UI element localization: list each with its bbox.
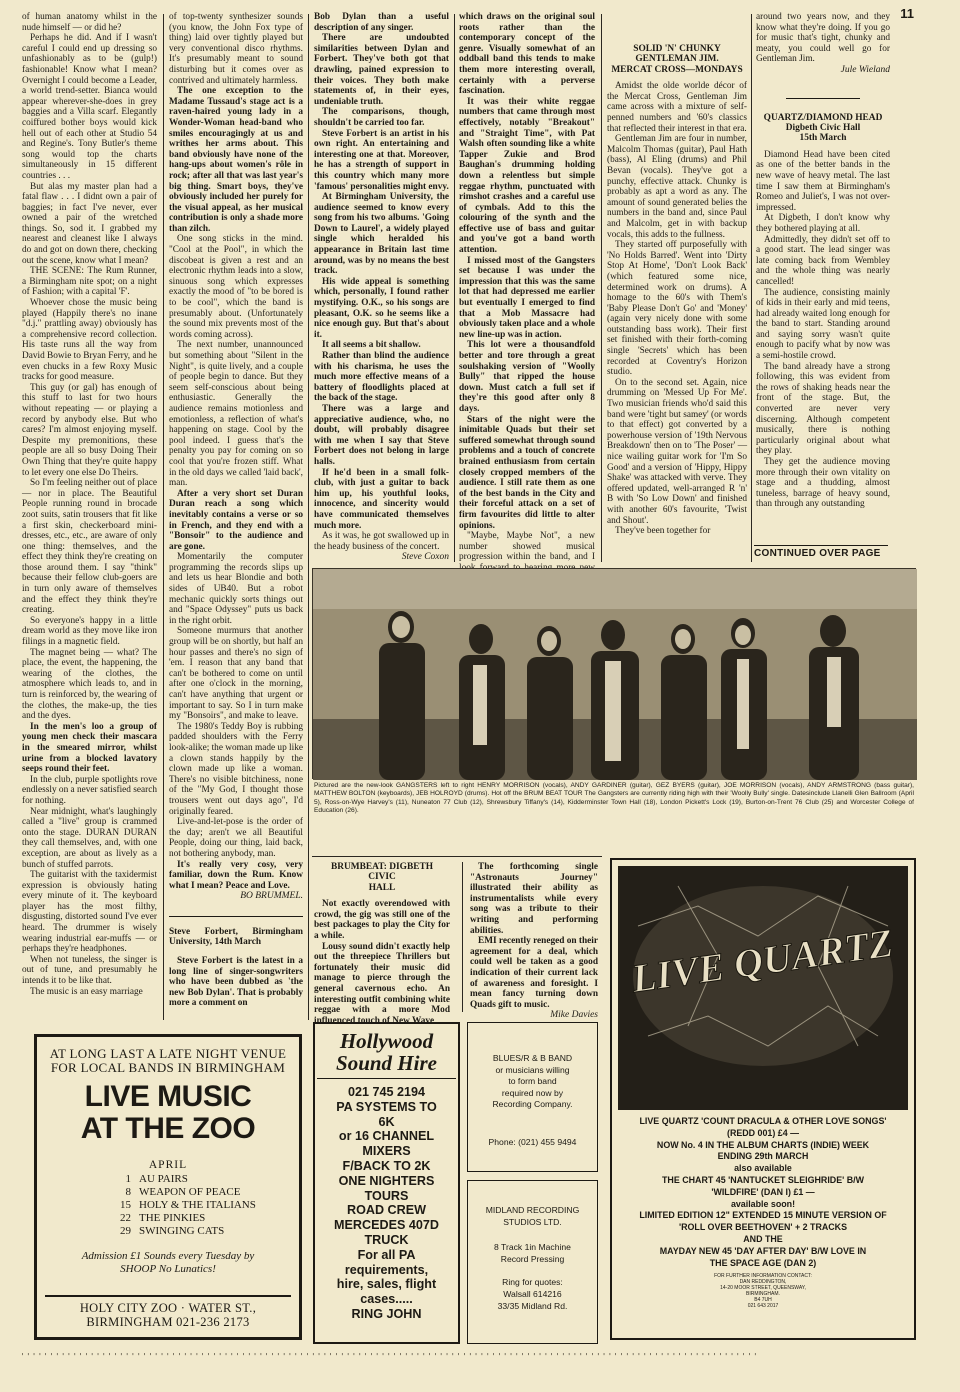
column-3-forbert-review [314,12,449,568]
midland-ad-service-line: 8 Track 1in Machine [494,1242,571,1253]
article-paragraph: The guitarist with the taxidermist expression is obviously hating every minute of it. The keyboard player has the most filthy, disgusting, distorted sound I've ever heard. The drummer is wisely wearing industrial ear-muffs — or perhaps they're headphones. [22,870,157,955]
article-paragraph: But alas my master plan had a fatal flaw . . . I didnt own a pair of baggies; in fact I've never, ever owned a pair of the wretched things. So, sod it. I grabbed my nearest and cleanest like I always do and got on down there, checking out the scene, know what I mean? [22,181,157,266]
article-paragraph: His wide appeal is something which, personally, I found rather mystifying. O.K., so his songs are pleasant, O.K. so he seems like a nice enough guy. But that's about it. [314,276,449,340]
article-paragraph: of human anatomy whilst in the nude himself — or did he? [22,12,157,33]
live-quartz-ad-line: ENDING 29th MARCH [717,1151,809,1162]
blues-ad-phone: Phone: (021) 455 9494 [488,1136,577,1147]
hollywood-ad-line: 021 745 2194 [347,1085,426,1099]
zoo-gig-date: 8 [125,1186,131,1198]
live-quartz-ad-line: 'WILDFIRE' (DAN I) £1 — [711,1186,815,1197]
live-quartz-contact-line: FOR FURTHER INFORMATION CONTACT: [714,1273,812,1280]
hollywood-ad-line: MERCEDES 407D [334,1218,439,1233]
midland-ad-contact-line: 33/35 Midland Rd. [497,1300,568,1311]
author-byline: Steve Coxon [401,552,449,563]
continued-over-page: CONTINUED OVER PAGE [754,545,888,559]
article-paragraph: The 1980's Teddy Boy is rubbing padded shoulders with the Ferry look-alike; the woman made up like a clown stands happily by the clown made up like a woman. There's no visible bitchiness, none of the "My God, I thought those trousers went out days ago", I'd originally feared. [169,721,303,817]
author-byline: Jule Wieland [840,64,890,75]
midland-ad-contact-line: Ring for quotes: [502,1277,563,1288]
live-quartz-ad-line: AND THE [743,1233,783,1244]
zoo-ad-title-2: AT THE ZOO [80,1112,256,1145]
article-paragraph: The magnet being — what? The place, the event, the happening, the wearing of the clothes, the atmosphere which leads to, and in turn is reinforced by, the wearing of the clothes, the make-up, the ties and the dyes. [22,647,157,722]
article-paragraph: The one exception to the Madame Tussaud's stage act is a raven-haired young lady in a Wonder-Woman head-band who smiles encouragingly at us and writhes her arms about. This band obviously have none of the hang-ups about women's rôle in rock; after all that was last year's big thing. Smart boys, they've obviously included her purely for the visual appeal, as her musical contribution is only a shade more than zilch. [169,86,303,234]
article-paragraph: The comparisons, though, shouldn't be carried too far. [314,107,449,128]
article-paragraph: Near midnight, what's laughingly called a "live" group is crammed onto the stage. DURAN DURAN they call themselves, and, with one exception, are about as lively as a bunch of stuffed parrots. [22,806,157,870]
article-paragraph: One song sticks in the mind. "Cool at the Pool", in which the discobeat is given a rest and an electronic rhythm leads into a slow, sinuous song which expresses exactly the mood of "to be bored is to be cool", which the band is presumably about. (Unfortunately the sound mix prevents most of the words coming across). [169,234,303,340]
author-byline: Mike Davies [550,1010,598,1021]
review-heading-line: QUARTZ/DIAMOND HEAD [763,112,883,123]
hollywood-ad-line: For all PA [357,1247,416,1262]
live-quartz-ad-line: MAYDAY NEW 45 'DAY AFTER DAY' B/W LOVE IN [659,1245,867,1256]
zoo-address-line-1: HOLY CITY ZOO · WATER ST., [79,1301,257,1315]
article-paragraph: EMI recently reneged on their agreement for a deal, which could well be taken as a good indication of their current lack of awareness and foresight. I mean fancy turning down Quads gift to music. [470,936,598,1010]
live-quartz-contact-line: 021 643 2017 [747,1303,779,1310]
hollywood-ad-line: hire, sales, flight [336,1277,437,1292]
live-music-at-the-zoo-ad [34,1034,302,1340]
review-heading-line: CIVIC [368,872,396,883]
section-rule [312,856,602,857]
article-paragraph: which draws on the original soul roots rather than the contemporary concept of the genre. Visually somewhat of an oddball band this tends to make them more interesting overall, certainly with a perverse fascination. [459,12,595,97]
article-paragraph: There are undoubted similarities between Dylan and Forbert. They've both got that drawling, pained expression to their voices. They both make statements of, in their eyes, undeniable truth. [314,33,449,107]
article-paragraph: It's really very cosy, very familiar, down the Rum. Know what I mean? Peace and Love. [169,859,303,891]
zoo-admission-2: SHOOP No Lunatics! [120,1263,216,1275]
photo-caption: Pictured are the new-look GANGSTERS left to right HENRY MORRISON (vocals), ANDY GARDINER (guitar), GEZ BYERS (guitar), JOE MORRISON (vocals), ANDY ARMSTRONG (bass guitar), MATTHEW BOLTON (keyboards), JEB HOLROYD (drums). Hot off the BRUM BEAT TOUR The Gangsters are currently riding high with their 'Woolly Bully' single. Datesinclude Llanelli Glen Ballroom (April 5), Ross-on-Wye Harvey's (11), Nuneaton 77 Club (12), Shrewsbury Tiffany's (14), Kidderminster Town Hall (18), London Pickett's Lock (19), Burton-on-Trent 76 Club (25) and Worcester College of Education (26). [314,782,914,815]
live-quartz-ad-line: available soon! [730,1198,796,1209]
midland-ad-services [468,1242,597,1265]
author-byline: BO BRUMMEL. [240,891,303,902]
article-paragraph: At Birmingham University, the audience seemed to know every song from his two albums. 'Going Down to Laurel', a widely played single which heralded his appearance in Britain last time around, was by no means the best track. [314,192,449,277]
article-paragraph: This lot were a thousandfold better and tore through a great soulshaking version of "Woolly Bully" that ripped the house down. Must catch a full set if they're this good after only 8 days. [459,340,595,414]
review-heading-line: GENTLEMAN JIM. [635,54,719,65]
zoo-gig-date: 15 [120,1199,131,1211]
article-paragraph: I missed most of the Gangsters set because I was under the impression that this was the same lot that had depressed me earlier but eventually I emerged to find that a Mob Massacre had obviously taken place and a whole new line-up was in action. [459,255,595,340]
review-heading [756,113,890,144]
article-paragraph: Bob Dylan than a useful description of any singer. [314,12,449,33]
live-quartz-ad-line: also available [734,1163,792,1174]
zoo-gig-band: AU PAIRS [139,1173,188,1185]
page-number: 11 [900,6,914,21]
zoo-gig-list [107,1173,291,1238]
zoo-gig-date: 1 [125,1173,131,1185]
column-rule [462,862,463,1012]
article-paragraph: The audience, consisting mainly of kids in their early and mid teens, had already waited long enough for the band to start. Standing around and saying sorry wasn't quite enough to pacify what by now was a semi-hostile crowd. [756,287,890,362]
column-rule [601,14,602,562]
hollywood-ad-line: MIXERS [362,1144,411,1159]
zoo-gig-row [107,1225,291,1238]
review-heading-line: Digbeth Civic Hall [785,122,861,133]
midland-ad-heading-line: MIDLAND RECORDING [485,1205,580,1215]
review-heading-line: MERCAT CROSS—MONDAYS [611,64,743,75]
article-paragraph: This guy (or gal) has enough of this stuff to last for two hours without repeating — or playing a record by anybody else. But who cares? I'm almost enjoying myself. Despite my premonitions, these people are all so busy Doing Their Own Thing that they're quite happy to let every one else Do Theirs. [22,382,157,478]
article-paragraph: The next number, unannounced but something about "Silent in the Night", is quite lively, and a couple of people begin to dance. But they seem self-conscious about being enthusiastic. Generally the audience remains motionless and emotionless, a reflection of what's happening on stage. Cool by the pool indeed. I guess that's the penalty you pay for coming on so cool that you're frozen stiff. What in the old days we called 'laid back', man. [169,340,303,489]
article-paragraph: Amidst the olde worlde décor of the Mercat Cross, Gentleman Jim came across with a mixture of self-penned numbers and '60's classics that reflected their interest in that era. [607,81,747,134]
column-6-quartz-review [756,12,890,542]
live-quartz-ad-lines [616,1116,910,1269]
live-quartz-contact [616,1273,910,1309]
article-paragraph: It was their white reggae numbers that came through most effectively, notably "Breakout" and "Straight Time", with Pat Walsh often sounding like a white Tapper Zukie and Brod Baughan's drumming holding down a relentless but simple reggae rhythm, punctuated with rimshot crashes and a careful use of cymbals. Add to this the colouring of the synth and the effective use of bass and guitar and you've got a band worth attention. [459,96,595,256]
review-heading-line: 15th March [799,133,847,144]
live-quartz-contact-line: 14-20 MOOR STREET, QUEENSWAY, [720,1285,806,1292]
article-paragraph: It all seems a bit shallow. [322,340,421,351]
article-paragraph: The band already have a strong following, this was evident from the rows of shaking heads near the front of the stage. But, the converted are never very discerning. Although competent musically, there is nothing particularly original about what they play. [756,361,890,457]
column-rule [751,14,752,562]
hollywood-ad-body [315,1085,458,1322]
band-photo-illustration [313,569,917,780]
article-paragraph: The music is an easy marriage [30,986,143,997]
article-paragraph: around two years now, and they know what they're doing. If you go for music that's tight, chunky and meaty, you could well go for Gentleman Jim. [756,12,890,65]
live-quartz-ad-line: THE SPACE AGE (DAN 2) [709,1257,817,1268]
midland-ad-contact-line: Walsall 614216 [503,1288,562,1299]
article-paragraph: Admittedly, they didn't set off to a good start. The lead singer was late coming back from Wembley and the whole thing was nearly cancelled! [756,234,890,287]
article-paragraph: Steve Forbert is the latest in a long line of singer-songwriters who have been dubbed as 'the new Bob Dylan'. That is probably more a comment on [169,956,303,1009]
column-5-gentleman-jim-review [607,44,747,568]
article-paragraph: Someone murmurs that another group will be on shortly, but half an hour passes and there's no sign of 'em. I reason that any band that can't be bothered to come on until after one o'clock in the morning, can't have anything that urgent or important to say. So I in turn make my "Bonsoirs", and make to leave. [169,626,303,722]
brumbeat-digbeth-review [314,862,450,1026]
zoo-ad-headline-2: FOR LOCAL BANDS IN BIRMINGHAM [50,1060,286,1075]
blues-ad-line: BLUES/R & B BAND [492,1053,573,1063]
live-quartz-album-art [618,866,908,1110]
hollywood-logo-line-1: Hollywood [339,1029,434,1053]
hollywood-ad-line: cases..... [360,1292,413,1307]
review-heading [314,862,450,893]
article-paragraph: They started off purposefully with 'No Holds Barred'. Went into 'Dirty Stop At Home', 'Don't Look Back' (which featured some nice, determined work on drums). A homage to the 60's with Them's 'Baby Please Don't Go' and 'Money' (again very nicely done with some outstanding bass work). Their first set finished with their forth-coming single 'Secrets' which has been recorded at Coventry's Horizon studio. [607,240,747,378]
section-divider [786,98,860,99]
article-paragraph: The forthcoming single "Astronauts Journey" illustrated their ability as instrumentalists while every song was a tribute to their writing and performing abilities. [470,862,598,936]
page-footer-marks: ''''''''''''''''''''''''''''''''''''''''''''''''''''''''''''''''''''''''''''''''''''''''''''''''''''''''''''''''''''''''''''''' [20,1352,759,1361]
hollywood-logo-line-2: Sound Hire [336,1051,437,1075]
hollywood-ad-line: requirements, [344,1262,429,1277]
article-paragraph: They get the audience moving more through their own vitality on stage and a thudding, almost tuneless, barrage of heavy sound, than through any outstanding [756,457,890,510]
live-quartz-ad-line: NOW No. 4 IN THE ALBUM CHARTS (INDIE) WEEK [656,1139,870,1150]
article-paragraph: Perhaps he did. And if I wasn't careful I could end up dressing so unfashionably as to be (gulp!) fashionable! Know what I mean? Overnight I could become a Leader, a world trend-setter. Bianca would appear wherever-she-does in grey baggies and a Villa scarf. Elegantly coiffured bother boys would kick hell out of each other at Studio 54 and Regine's. Tony Butler's theme song would top the charts simultaneously in 15 different countries . . . [22,33,157,181]
column-rule [163,14,164,1020]
review-heading [607,44,747,75]
zoo-address [45,1295,291,1329]
live-quartz-ad-text [616,1116,910,1309]
article-paragraph: Live-and-let-pose is the order of the day; aren't we all Beautiful People, doing our thing, laid back, not bothering anybody, man. [169,817,303,859]
article-paragraph: Steve Forbert is an artist in his own right. An entertaining and interesting one at that. Moreover, he has a strength of support in this country which many more 'famous' personalities might envy. [314,128,449,192]
zoo-ad-headline-1: AT LONG LAST A LATE NIGHT VENUE [49,1046,287,1061]
column-rule [308,14,309,1020]
article-paragraph: In the club, purple spotlights rove endlessly on a never satisfied search for nothing. [22,774,158,806]
column-2-rum-runner-review [169,12,303,1024]
live-quartz-album-ad [610,858,916,1340]
live-quartz-ad-line: (REDD 001) £4 — [726,1127,799,1138]
hollywood-ad-line: RING JOHN [351,1306,422,1321]
hollywood-ad-line: PA SYSTEMS TO [336,1099,437,1114]
zoo-ad-title-1: LIVE MUSIC [84,1080,252,1113]
article-paragraph: At Digbeth, I don't know why they bothered playing at all. [756,213,890,234]
blues-ad-line: to form band [508,1076,557,1087]
article-paragraph: Diamond Head have been cited as one of the better bands in the new wave of heavy metal. The last time I saw them at Birmingham's Romeo and Juliet's, I was not over-impressed. [756,149,890,213]
midland-ad-contact [468,1277,597,1312]
hollywood-ad-line: TOURS [364,1188,409,1203]
zoo-gig-date: 29 [120,1225,131,1237]
zoo-gig-row [107,1199,291,1212]
column-rule [454,14,455,562]
live-quartz-contact-line: DAN REDDINGTON, [739,1279,787,1286]
hollywood-ad-line: ONE NIGHTERS [338,1173,435,1188]
column-1-rum-runner-review [22,12,157,1024]
article-paragraph: Whoever chose the music being played (Happily there's no inane "d.j." prattling away) obviously has a comprehensive record collection. His taste runs all the way from David Bowie to Bryan Ferry, and he even chucks in a few Roxy Music tracks for good measure. [22,298,157,383]
blues-ad-line: or musicians willing [495,1064,570,1075]
forbert-review-heading: Steve Forbert, Birmingham University, 14th March [169,916,303,948]
article-paragraph: Momentarily the computer programming the records slips up and lets us hear Blondie and both sides of UB40. But a robot mechanic quickly sorts things out and "Space Odyssey" puts us back in the right orbit. [169,552,303,626]
article-paragraph: THE SCENE: The Rum Runner, a Birmingham nite spot; on a night of Fashion; with a capital 'F'. [22,266,157,298]
midland-ad-heading [468,1205,597,1228]
midland-ad-service-line: Record Pressing [500,1253,565,1264]
article-paragraph: Gentleman Jim are four in number, Malcolm Thomas (guitar), Paul Hath (bass), Al Eling (drums) and Phil Bevan (vocals). They've got a punchy, effective attack. Chunky is probably as apt a word as any. The amount of sound generated belies the numbers in the band and, since Paul and Malcolm, get in with backup vocals, this adds to the fullness. [607,134,747,240]
zoo-gig-row [107,1212,291,1225]
live-quartz-ad-line: LIMITED EDITION 12" EXTENDED 15 MINUTE VERSION OF [639,1210,887,1221]
article-paragraph: As it was, he got swallowed up in the heady business of the concert. [314,531,449,552]
midland-ad-heading-line: STUDIOS LTD. [503,1216,562,1227]
article-paragraph: Lousy sound didn't exactly help out the threepiece Thrillers but fortunately their music did manage to pierce through the general cavernous echo. An interesting outfit combining white reggae with a more Mod influenced touch of New Wave [314,941,450,1026]
zoo-admission-1: Admission £1 Sounds every Tuesday by [81,1250,255,1262]
live-quartz-ad-line: LIVE QUARTZ 'COUNT DRACULA & OTHER LOVE SONGS' [639,1116,887,1126]
live-quartz-ad-line: THE CHART 45 'NANTUCKET SLEIGHRIDE' B/W [662,1174,864,1185]
article-paragraph: "Maybe, Maybe Not", a new number showed musical progression within the band, and I [459,531,595,563]
blues-ad-line: Recording Company. [492,1099,573,1110]
live-quartz-logo-art [618,866,908,1110]
zoo-ad-month: APRIL [148,1159,188,1171]
article-paragraph: On to the second set. Again, nice drumming on 'Messed Up For Me'. Two musician friends who'd said this band were 'tight but samey' (or words to that effect) got converted by a powerhouse version of '19th Nervous Breakdown' then on to 'The Poser' — nice wailing guitar work for 'I'm So Good' and a version of 'Hippy, Hippy Shake' was attacked with verve. They offered updated, well-arranged R 'n' B with 'So Low Down' and finished with another 60's favourite, 'Twist and Shout'. [607,377,747,526]
article-paragraph: After a very short set Duran Duran reach a song which inevitably contains a verse or so in French, and they end with a "Bonsoir" to the audience and are gone. [169,488,303,552]
hollywood-ad-line: or 16 CHANNEL [338,1129,435,1144]
hollywood-ad-line: F/BACK TO 2K [342,1158,431,1173]
review-heading-line: HALL [368,882,396,893]
blues-ad-line: required now by [501,1087,564,1098]
zoo-gig-row [107,1186,291,1199]
article-paragraph: Rather than blind the audience with his charisma, he uses the much more effective means of a battery of floodlights placed at the back of the stage. [314,351,449,404]
article-paragraph: Stars of the night were the inimitable Quads but their set suffered somewhat through sound problems and a touch of concrete brained enthusiasm from certain closely cropped members of the audience. I still rate them as one of the best bands in the City and their forceful attack on a set of firm favourites did little to alter opinions. [459,414,595,531]
midland-recording-studios-ad [467,1180,598,1344]
article-paragraph: There was a large and appreciative audience, who, no doubt, will probably disagree with me when I say that Steve Forbert does not belong in large halls. [314,403,449,467]
zoo-address-line-2: BIRMINGHAM 021-236 2173 [86,1315,250,1329]
zoo-gig-band: THE PINKIES [139,1212,206,1224]
hollywood-ad-line: 6K [378,1114,395,1129]
article-paragraph: When not tuneless, the singer is out of tune, and presumably he intends it to be like that. [22,954,157,987]
article-paragraph: In the men's loo a group of young men check their mascara in the smeared mirror, whilst urine from a blocked lavatory seeps round their feet. [22,721,157,775]
gangsters-band-photo [312,568,916,779]
hollywood-ad-line: TRUCK [364,1232,409,1247]
article-paragraph: Not exactly overendowed with crowd, the gig was still one of the best packages to play the City for a while. [314,899,450,941]
blues-band-wanted-ad [467,1022,598,1172]
live-quartz-logo-text: LIVE QUARTZ [628,919,896,1002]
article-paragraph: of top-twenty synthesizer sounds (you know, the John Fox type of thing) laid over tightly played but very conventional disco rhythms. It's presumably meant to sound disturbing but it comes over as contrived and ultimately harmless. [169,12,303,86]
column-4-brumbeat-review [459,12,595,568]
article-paragraph: They've been together for [615,526,711,537]
hollywood-ad-line: ROAD CREW [346,1203,427,1218]
article-paragraph: If he'd been in a small folk-club, with just a guitar to back him up, his youthful looks, innocence, and sincerity would have communicated themselves much more. [314,467,449,531]
blues-ad-body [468,1053,597,1111]
zoo-gig-date: 22 [120,1212,131,1224]
hollywood-sound-hire-ad [313,1022,460,1344]
review-heading-line: BRUMBEAT: DIGBETH [330,862,433,872]
article-paragraph: So everyone's happy in a little dream world as they move like iron filings in a magnetic field. [22,615,157,648]
hollywood-logo [317,1030,456,1079]
zoo-gig-band: HOLY & THE ITALIANS [139,1199,256,1211]
review-heading-line: SOLID 'N' CHUNKY [633,44,721,54]
zoo-gig-row [107,1173,291,1186]
zoo-gig-band: SWINGING CATS [139,1225,225,1237]
astronauts-review [470,862,598,1021]
zoo-gig-band: WEAPON OF PEACE [139,1186,241,1198]
live-quartz-contact-line: B4 7UH [754,1297,772,1304]
live-quartz-ad-line: 'ROLL OVER BEETHOVEN' + 2 TRACKS [678,1222,848,1233]
article-paragraph: So I'm feeling neither out of place — nor in place. The Beautiful People running round in brocade zoot suits, satin trousers that fit like a first skin, checkerboard mini-dresses, etc., etc., are aware of only one thing: themselves, and the effect they think they're creating on those around them. I say "think" because their fellow club-goers are in turn only aware of themselves and the effect they think they're creating. [22,478,157,616]
live-quartz-contact-line: BIRMINGHAM. [746,1291,780,1298]
